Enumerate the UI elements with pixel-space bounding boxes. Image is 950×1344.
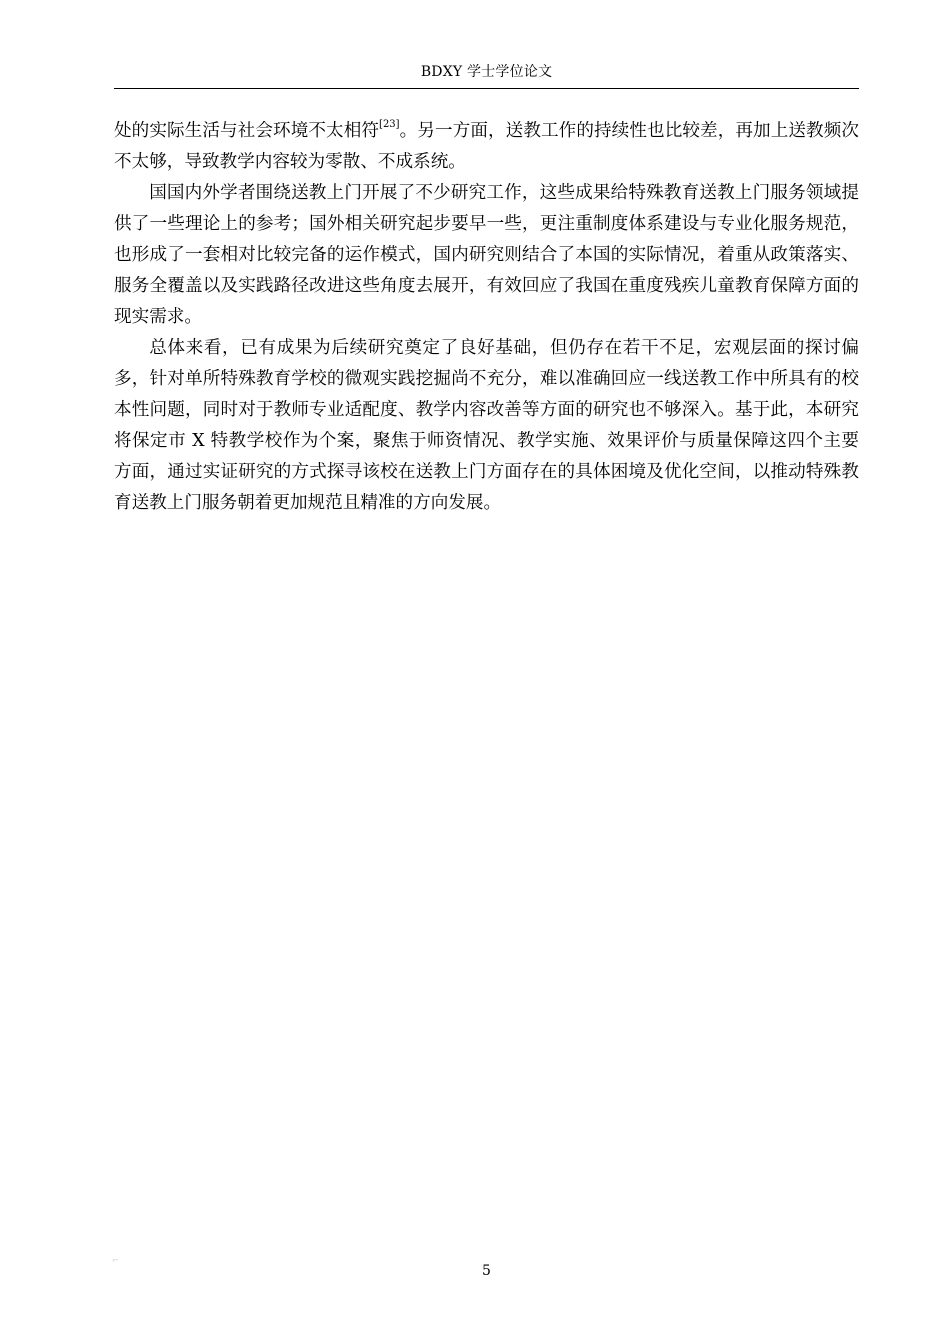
citation-reference: [23] [379,119,400,131]
paragraph-continuation [114,116,859,178]
header-rule [114,88,859,89]
page-number: 5 [482,1263,491,1279]
body-text [114,116,859,519]
paragraph-literature-summary: 国国内外学者围绕送教上门开展了不少研究工作，这些成果给特殊教育送教上门服务领域提供了一些理论上的参考；国外相关研究起步要早一些，更注重制度体系建设与专业化服务规范，也形成了一套相对比较完备的运作模式，国内研究则结合了本国的实际情况，着重从政策落实、服务全覆盖以及实践路径改进这些角度去展开，有效回应了我国在重度残疾儿童教育保障方面的现实需求。 [114,183,859,327]
margin-mark: ⌐ [112,1256,119,1265]
paragraph-text: 。另一方面，送教工作的持续性也比较差，再加上送教频次不太够，导致教学内容较为零散、不成系统。 [114,121,859,172]
paragraph-research-gap: 总体来看，已有成果为后续研究奠定了良好基础，但仍存在若干不足，宏观层面的探讨偏多，针对单所特殊教育学校的微观实践挖掘尚不充分，难以准确回应一线送教工作中所具有的校本性问题，同时对于教师专业适配度、教学内容改善等方面的研究也不够深入。基于此，本研究将保定市 X 特教学校作为个案，聚焦于师资情况、教学实施、效果评价与质量保障这四个主要方面，通过实证研究的方式探寻该校在送教上门方面存在的具体困境及优化空间，以推动特殊教育送教上门服务朝着更加规范且精准的方向发展。 [114,338,859,513]
running-header: BDXY 学士学位论文 [420,64,553,80]
paragraph-text: 处的实际生活与社会环境不太相符 [114,121,380,141]
